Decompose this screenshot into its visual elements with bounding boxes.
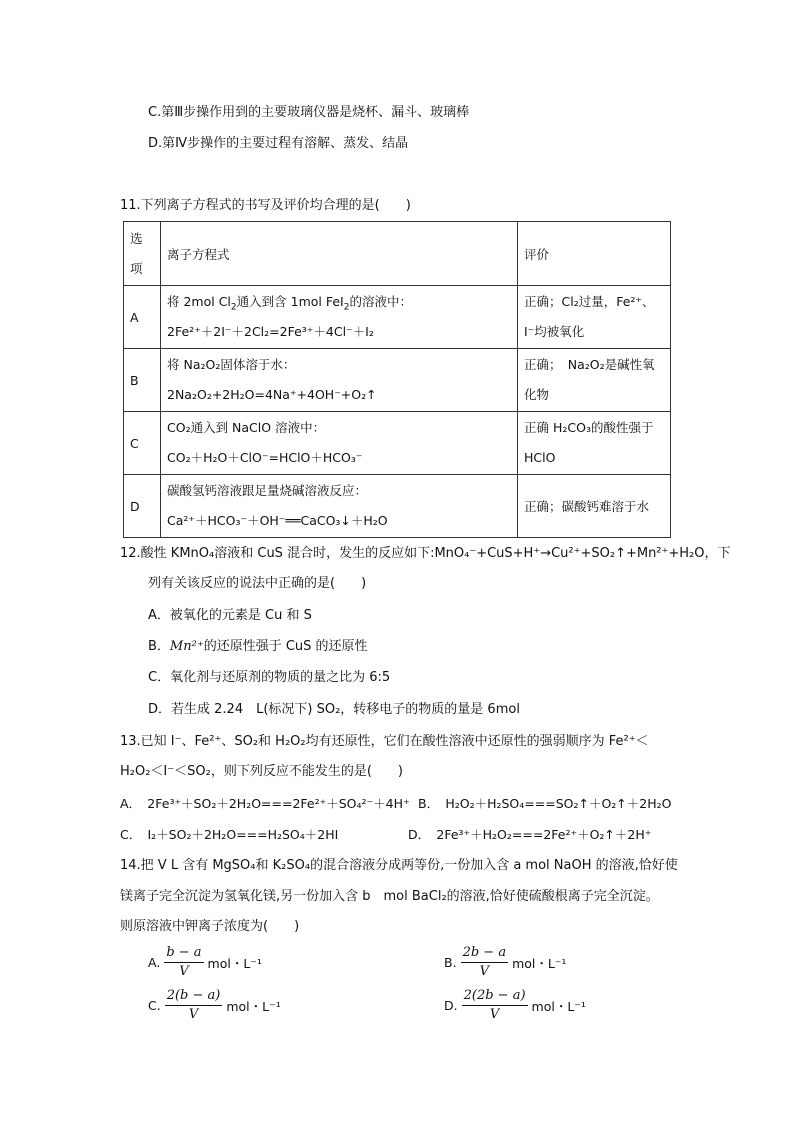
q14-stem-line3: 则原溶液中钾离子浓度为( ) [120, 919, 300, 934]
q13-stem-line2: H₂O₂＜I⁻＜SO₂，则下列反应不能发生的是( ) [120, 764, 403, 779]
table-row [124, 475, 671, 538]
row-evaluation: 正确； Na₂O₂是碱性氧 化物 [518, 349, 671, 412]
q13-option-b: B． H₂O₂＋H₂SO₄===SO₂↑＋O₂↑＋2H₂O [418, 796, 672, 811]
q13-stem-line1: 13.已知 I⁻、Fe²⁺、SO₂和 H₂O₂均有还原性，它们在酸性溶液中还原性的强弱顺序为 Fe²⁺＜ [120, 734, 649, 749]
q14-stem-line1: 14.把 V L 含有 MgSO₄和 K₂SO₄的混合溶液分成两等份,一份加入含 a mol NaOH 的溶液,恰好使 [120, 858, 678, 873]
q13-option-d: D． 2Fe³⁺＋H₂O₂===2Fe²⁺＋O₂↑＋2H⁺ [408, 827, 652, 842]
row-evaluation: 正确 H₂CO₃的酸性强于 HClO [518, 412, 671, 475]
q14-option-a: A. $\frac{b - a}{V}$ mol・L⁻¹ [148, 945, 262, 979]
q12-option-c: C．氧化剂与还原剂的物质的量之比为 6:5 [148, 670, 391, 685]
q14-option-c: C. $\frac{2(b - a)}{V}$ mol・L⁻¹ [148, 988, 281, 1022]
row-equation: 将 Na₂O₂固体溶于水： 2Na₂O₂+2H₂O=4Na⁺+4OH⁻+O₂↑ [161, 349, 518, 412]
fraction: $\frac{2(2b - a)}{V}$ [463, 988, 526, 1022]
q10-option-d: D.第Ⅳ步操作的主要过程有溶解、蒸发、结晶 [148, 136, 409, 151]
table-row [124, 286, 671, 349]
q12-stem-line2: 列有关该反应的说法中正确的是( ) [148, 576, 367, 591]
header-evaluation: 评价 [518, 222, 671, 286]
fraction: $\frac{2b - a}{V}$ [462, 945, 507, 979]
header-option: 选 项 [124, 222, 161, 286]
q11-stem: 11.下列离子方程式的书写及评价均合理的是( ) [120, 198, 411, 213]
fraction: $\frac{2(b - a)}{V}$ [166, 988, 221, 1022]
row-label: C [124, 412, 161, 475]
header-equation: 离子方程式 [161, 222, 518, 286]
table-row [124, 412, 671, 475]
q12-option-d: D．若生成 2.24 L(标况下) SO₂，转移电子的物质的量是 6mol [148, 702, 520, 717]
row-equation: 将 2mol $Cl_2$通入到含 1mol FeI$_2$的溶液中： 2Fe²⁺＋2I⁻＋2Cl₂=2Fe³⁺＋4Cl⁻＋I₂ [161, 286, 518, 349]
q12-option-b: B．Mn²⁺的还原性强于 CuS 的还原性 [148, 639, 368, 654]
q14-option-d: D. $\frac{2(2b - a)}{V}$ mol・L⁻¹ [444, 988, 586, 1022]
q11-table [123, 221, 671, 538]
fraction: $\frac{b - a}{V}$ [166, 945, 202, 979]
table-row [124, 349, 671, 412]
row-equation: CO₂通入到 NaClO 溶液中： CO₂＋H₂O＋ClO⁻=HClO＋HCO₃⁻ [161, 412, 518, 475]
row-label: A [124, 286, 161, 349]
row-evaluation: 正确；Cl₂过量，Fe²⁺、 I⁻均被氧化 [518, 286, 671, 349]
q12-stem-line1: 12.酸性 KMnO₄溶液和 CuS 混合时，发生的反应如下:MnO₄⁻+CuS+H⁺→Cu²⁺+SO₂↑+Mn²⁺+H₂O，下 [120, 546, 731, 561]
q13-option-c: C． I₂＋SO₂＋2H₂O===H₂SO₄＋2HI [120, 827, 339, 842]
q14-stem-line2: 镁离子完全沉淀为氢氧化镁,另一份加入含 b mol BaCl₂的溶液,恰好使硫酸根离子完全沉淀。 [120, 889, 659, 904]
table-header-row [124, 222, 671, 286]
row-equation: 碳酸氢钙溶液跟足量烧碱溶液反应： Ca²⁺＋HCO₃⁻＋OH⁻══CaCO₃↓＋H₂O [161, 475, 518, 538]
row-evaluation: 正确；碳酸钙难溶于水 [518, 475, 671, 538]
q13-option-a: A． 2Fe³⁺＋SO₂＋2H₂O===2Fe²⁺＋SO₄²⁻＋4H⁺ [120, 796, 410, 811]
row-label: D [124, 475, 161, 538]
q12-option-a: A．被氧化的元素是 Cu 和 S [148, 608, 312, 623]
q10-option-c: C.第Ⅲ步操作用到的主要玻璃仪器是烧杯、漏斗、玻璃棒 [148, 105, 470, 120]
mn-ion: Mn²⁺ [169, 639, 204, 654]
q14-option-b: B. $\frac{2b - a}{V}$ mol・L⁻¹ [444, 945, 567, 979]
row-label: B [124, 349, 161, 412]
